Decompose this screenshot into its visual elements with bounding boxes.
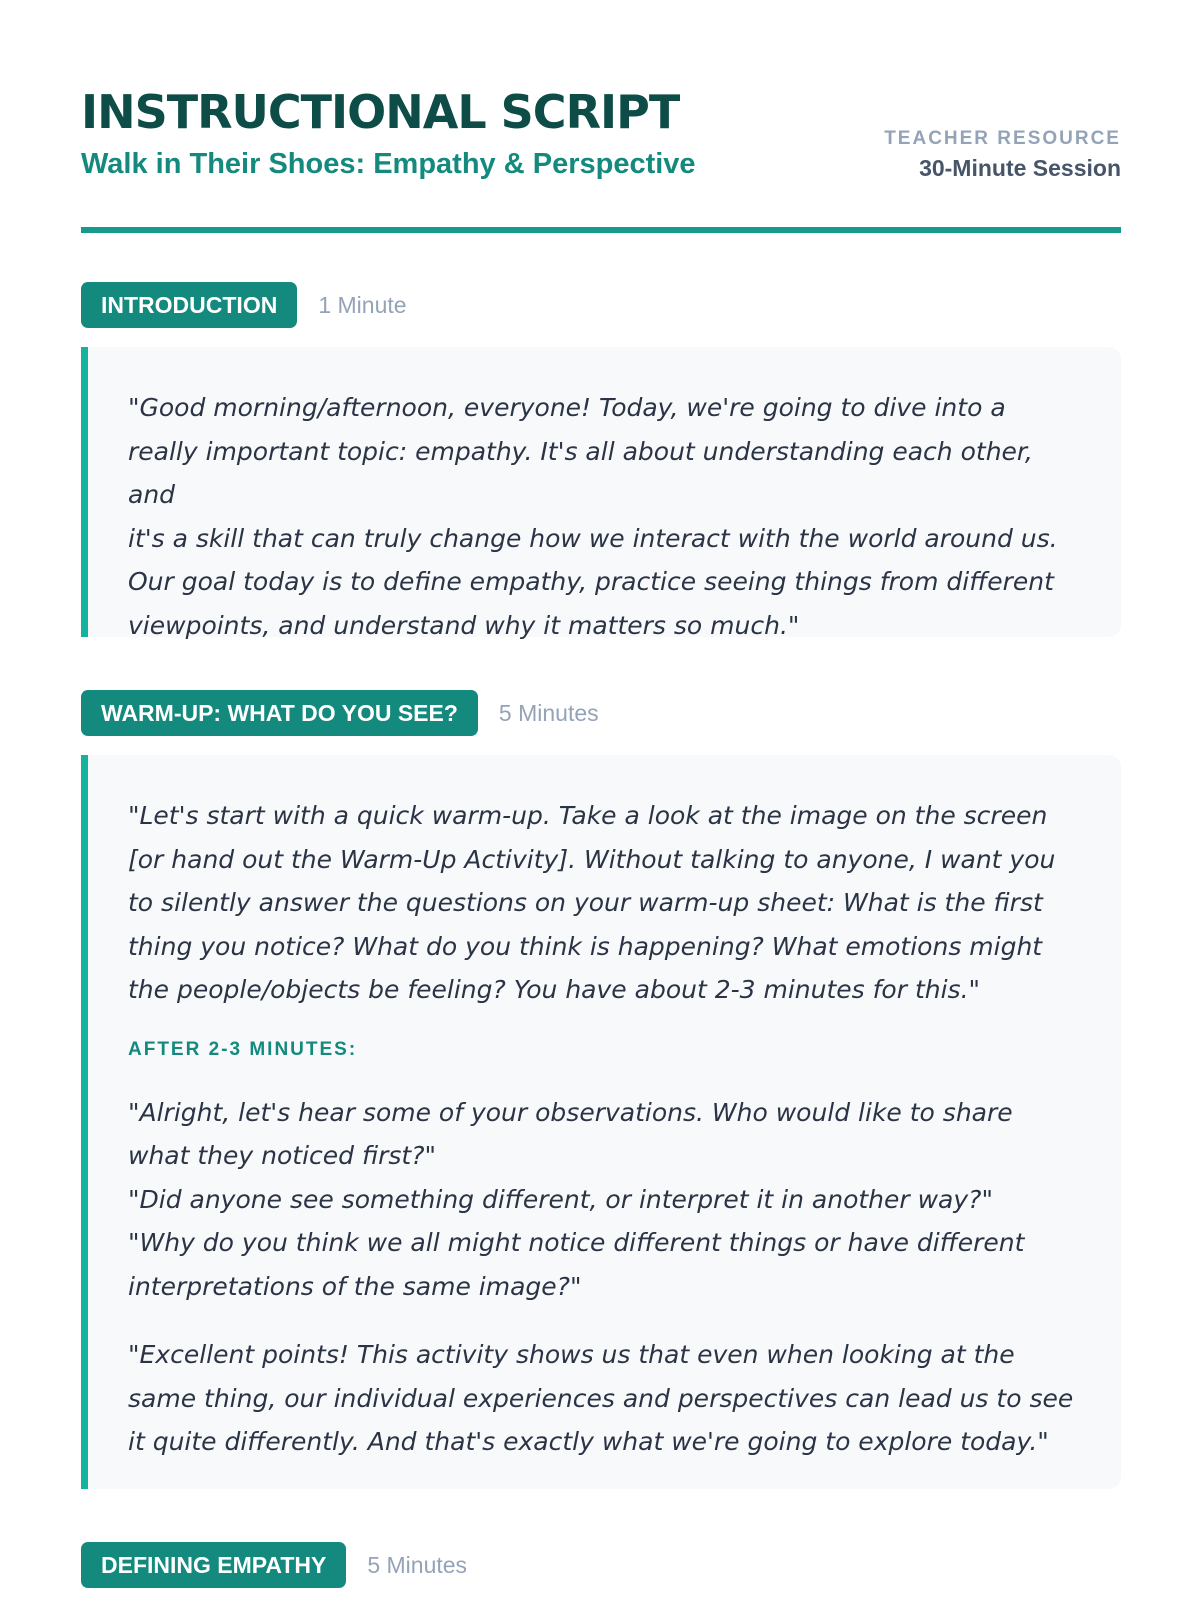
document-title: INSTRUCTIONAL SCRIPT <box>81 85 680 139</box>
section-duration: 5 Minutes <box>367 1551 468 1578</box>
script-line: [or hand out the Warm-Up Activity]. Without talking to anyone, I want you <box>128 844 1056 874</box>
section-warm-up <box>81 690 1121 736</box>
script-line: "Let's start with a quick warm-up. Take a look at the image on the screen <box>128 801 1048 830</box>
section-badge: INTRODUCTION <box>81 282 297 328</box>
script-line: viewpoints, and understand why it matters so much." <box>128 610 800 640</box>
script-line: it quite differently. And that's exactly what we're going to explore today." <box>128 1427 1049 1456</box>
script-line: "Good morning/afternoon, everyone! Today, we're going to dive into a <box>128 393 1006 422</box>
section-heading <box>81 690 1121 736</box>
script-line: really important topic: empathy. It's all about understanding each other, and <box>128 436 1041 509</box>
resource-type-label: TEACHER RESOURCE <box>884 128 1121 149</box>
script-line: Our goal today is to define empathy, practice seeing things from different <box>128 567 1054 596</box>
script-line: it's a skill that can truly change how we interact with the world around us. <box>128 523 1058 553</box>
document-header <box>81 0 1121 236</box>
script-box-introduction <box>81 347 1121 640</box>
section-duration: 1 Minute <box>318 291 407 318</box>
section-badge: DEFINING EMPATHY <box>81 1542 346 1588</box>
script-box-warm-up <box>81 755 1121 1489</box>
session-length: 30-Minute Session <box>919 155 1121 181</box>
section-heading <box>81 282 1121 328</box>
script-line: same thing, our individual experiences and perspectives can lead us to see <box>128 1383 1074 1413</box>
section-duration: 5 Minutes <box>498 699 599 726</box>
script-line: "Why do you think we all might notice different things or have different <box>128 1228 1025 1257</box>
script-line: "Did anyone see something different, or interpret it in another way?" <box>128 1184 993 1214</box>
script-line: "Excellent points! This activity shows us that even when looking at the <box>128 1340 1015 1369</box>
script-line: the people/objects be feeling? You have about 2-3 minutes for this." <box>128 975 981 1004</box>
section-introduction <box>81 282 1121 328</box>
script-line: to silently answer the questions on your warm-up sheet: What is the first <box>128 888 1043 917</box>
stage-direction: AFTER 2-3 MINUTES: <box>128 1038 358 1060</box>
section-badge: WARM-UP: WHAT DO YOU SEE? <box>81 690 478 736</box>
section-defining-empathy <box>81 1542 1121 1588</box>
document-subtitle: Walk in Their Shoes: Empathy & Perspective <box>81 148 696 180</box>
script-line: interpretations of the same image?" <box>128 1271 582 1301</box>
script-line: what they noticed first?" <box>128 1141 436 1170</box>
section-heading <box>81 1542 1121 1588</box>
script-line: "Alright, let's hear some of your observations. Who would like to share <box>128 1097 1013 1127</box>
session-meta <box>884 126 1121 184</box>
script-page <box>81 0 1121 1578</box>
header-divider <box>81 227 1121 233</box>
script-line: thing you notice? What do you think is happening? What emotions might <box>128 931 1043 961</box>
